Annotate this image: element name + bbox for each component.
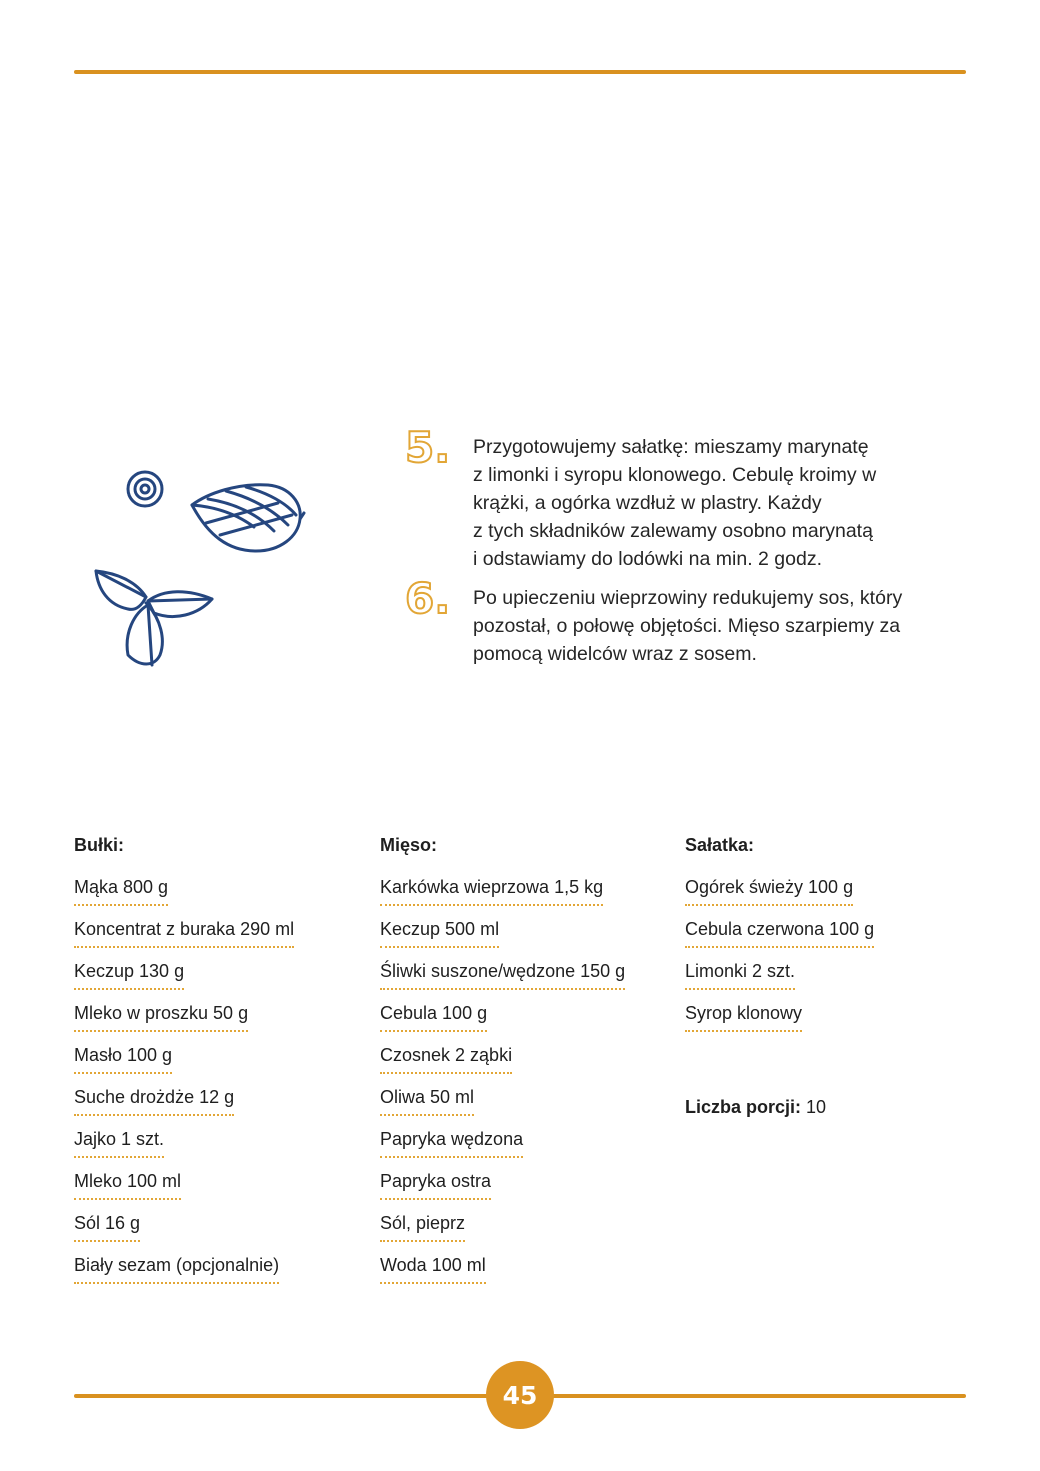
list-item xyxy=(685,916,975,958)
list-item xyxy=(74,1168,364,1210)
list-item xyxy=(380,1000,670,1042)
ingredients-meat-column xyxy=(380,832,670,1294)
step-number: 6. xyxy=(405,574,451,623)
ingredient-label: Cebula czerwona 100 g xyxy=(685,916,874,948)
ingredient-label: Woda 100 ml xyxy=(380,1252,486,1284)
list-item xyxy=(74,1000,364,1042)
ingredient-label: Biały sezam (opcjonalnie) xyxy=(74,1252,279,1284)
ingredient-label: Ogórek świeży 100 g xyxy=(685,874,853,906)
servings-label: Liczba porcji: xyxy=(685,1097,802,1117)
list-item xyxy=(74,1210,364,1252)
ingredient-label: Karkówka wieprzowa 1,5 kg xyxy=(380,874,603,906)
ingredient-label: Limonki 2 szt. xyxy=(685,958,795,990)
list-item xyxy=(380,1042,670,1084)
top-rule xyxy=(74,70,966,74)
list-item xyxy=(685,1000,975,1042)
list-item xyxy=(74,1252,364,1294)
list-item xyxy=(685,958,975,1000)
list-item xyxy=(380,1126,670,1168)
step-text: Po upieczeniu wieprzowiny redukujemy sos, który pozostał, o połowę objętości. Mięso szarpiemy za pomocą widelców wraz z sosem. xyxy=(473,587,903,665)
column-title: Sałatka: xyxy=(685,835,755,855)
ingredient-label: Mleko w proszku 50 g xyxy=(74,1000,248,1032)
step-text: Przygotowujemy sałatkę: mieszamy marynatę z limonki i syropu klonowego. Cebulę kroimy w krążki, a ogórka wzdłuż w plastry. Każdy z tych składników zalewamy osobno marynatą i odstawiamy do lodówki na min. 2 godz. xyxy=(473,436,877,570)
list-item xyxy=(380,916,670,958)
ingredient-label: Mleko 100 ml xyxy=(74,1168,181,1200)
column-title: Mięso: xyxy=(380,835,438,855)
ingredient-label: Papryka wędzona xyxy=(380,1126,523,1158)
ingredient-list xyxy=(74,874,364,1294)
step-number: 5. xyxy=(405,423,451,472)
list-item xyxy=(380,1084,670,1126)
ingredient-label: Keczup 130 g xyxy=(74,958,184,990)
servings-value: 10 xyxy=(801,1097,827,1117)
ingredient-label: Sól, pieprz xyxy=(380,1210,465,1242)
servings-count xyxy=(685,1094,975,1120)
ingredient-label: Czosnek 2 ząbki xyxy=(380,1042,512,1074)
list-item xyxy=(380,1210,670,1252)
page-number-badge: 45 xyxy=(486,1361,554,1429)
list-item xyxy=(74,916,364,958)
list-item xyxy=(74,874,364,916)
column-title: Bułki: xyxy=(74,835,125,855)
list-item xyxy=(380,1252,670,1294)
ingredients-illustration xyxy=(88,455,318,680)
ingredient-list xyxy=(380,874,670,1294)
list-item xyxy=(74,1126,364,1168)
ingredient-label: Papryka ostra xyxy=(380,1168,491,1200)
ingredient-label: Jajko 1 szt. xyxy=(74,1126,164,1158)
ingredient-list xyxy=(685,874,975,1042)
step-5 xyxy=(405,423,965,573)
ingredient-label: Mąka 800 g xyxy=(74,874,168,906)
ingredient-label: Suche drożdże 12 g xyxy=(74,1084,234,1116)
ingredient-label: Koncentrat z buraka 290 ml xyxy=(74,916,294,948)
ingredient-label: Cebula 100 g xyxy=(380,1000,487,1032)
list-item xyxy=(380,1168,670,1210)
ingredient-label: Sól 16 g xyxy=(74,1210,140,1242)
list-item xyxy=(74,1084,364,1126)
list-item xyxy=(380,874,670,916)
ingredient-label: Syrop klonowy xyxy=(685,1000,802,1032)
list-item xyxy=(685,874,975,916)
onion-slice-icon xyxy=(128,472,162,506)
ingredient-label: Śliwki suszone/wędzone 150 g xyxy=(380,958,625,990)
list-item xyxy=(74,1042,364,1084)
list-item xyxy=(380,958,670,1000)
ingredient-label: Masło 100 g xyxy=(74,1042,172,1074)
ingredient-label: Oliwa 50 ml xyxy=(380,1084,474,1116)
herb-leaves-icon xyxy=(96,571,212,665)
onion-icon xyxy=(192,485,304,551)
recipe-steps xyxy=(405,423,965,679)
ingredient-label: Keczup 500 ml xyxy=(380,916,499,948)
ingredients-buns-column xyxy=(74,832,364,1294)
list-item xyxy=(74,958,364,1000)
ingredients-salad-column xyxy=(685,832,975,1120)
step-6 xyxy=(405,574,965,668)
